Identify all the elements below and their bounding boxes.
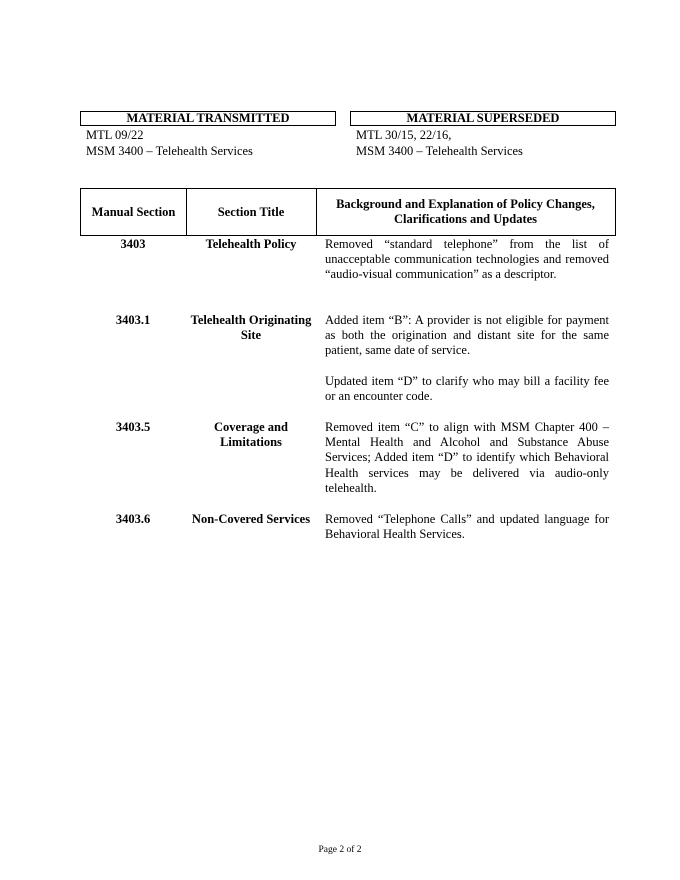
row-description bbox=[325, 420, 609, 496]
row-description bbox=[325, 512, 609, 542]
material-transmitted-lines bbox=[86, 127, 253, 159]
row-title: Non-Covered Services bbox=[191, 512, 311, 526]
row-paragraph: Added item “B”: A provider is not eligible for payment as both the origination and distant site for the same patient, same date of service. bbox=[325, 313, 609, 358]
row-description bbox=[325, 313, 609, 404]
row-paragraph: Removed “standard telephone” from the list of unacceptable communication technologies and removed “audio-visual communication” as a descriptor. bbox=[325, 237, 609, 282]
row-section: 3403.5 bbox=[115, 420, 151, 434]
superseded-msm: MSM 3400 – Telehealth Services bbox=[356, 144, 523, 158]
row-paragraph: Removed “Telephone Calls” and updated language for Behavioral Health Services. bbox=[325, 512, 609, 542]
row-paragraph: Removed item “C” to align with MSM Chapter 400 – Mental Health and Alcohol and Substance Abuse Services; Added item “D” to identify which Behavioral Health services may be delivered via audio-only telehealth. bbox=[325, 420, 609, 495]
header-background: Background and Explanation of Policy Changes, Clarifications and Updates bbox=[316, 188, 616, 236]
transmitted-mtl: MTL 09/22 bbox=[86, 128, 144, 142]
superseded-mtl: MTL 30/15, 22/16, bbox=[356, 128, 452, 142]
header-section-title: Section Title bbox=[186, 188, 317, 236]
material-transmitted-header: MATERIAL TRANSMITTED bbox=[80, 111, 336, 126]
row-description bbox=[325, 237, 609, 283]
material-superseded-lines bbox=[356, 127, 523, 159]
material-superseded-header: MATERIAL SUPERSEDED bbox=[350, 111, 616, 126]
row-title: Coverage and Limitations bbox=[214, 420, 288, 450]
transmitted-msm: MSM 3400 – Telehealth Services bbox=[86, 144, 253, 158]
header-manual-section: Manual Section bbox=[80, 188, 187, 236]
row-title: Telehealth Originating Site bbox=[190, 313, 312, 343]
row-section: 3403 bbox=[120, 237, 146, 251]
row-section: 3403.6 bbox=[115, 512, 151, 526]
row-title: Telehealth Policy bbox=[205, 237, 297, 251]
row-paragraph: Updated item “D” to clarify who may bill a facility fee or an encounter code. bbox=[325, 373, 609, 403]
page-footer: Page 2 of 2 bbox=[318, 845, 362, 855]
row-section: 3403.1 bbox=[115, 313, 151, 327]
